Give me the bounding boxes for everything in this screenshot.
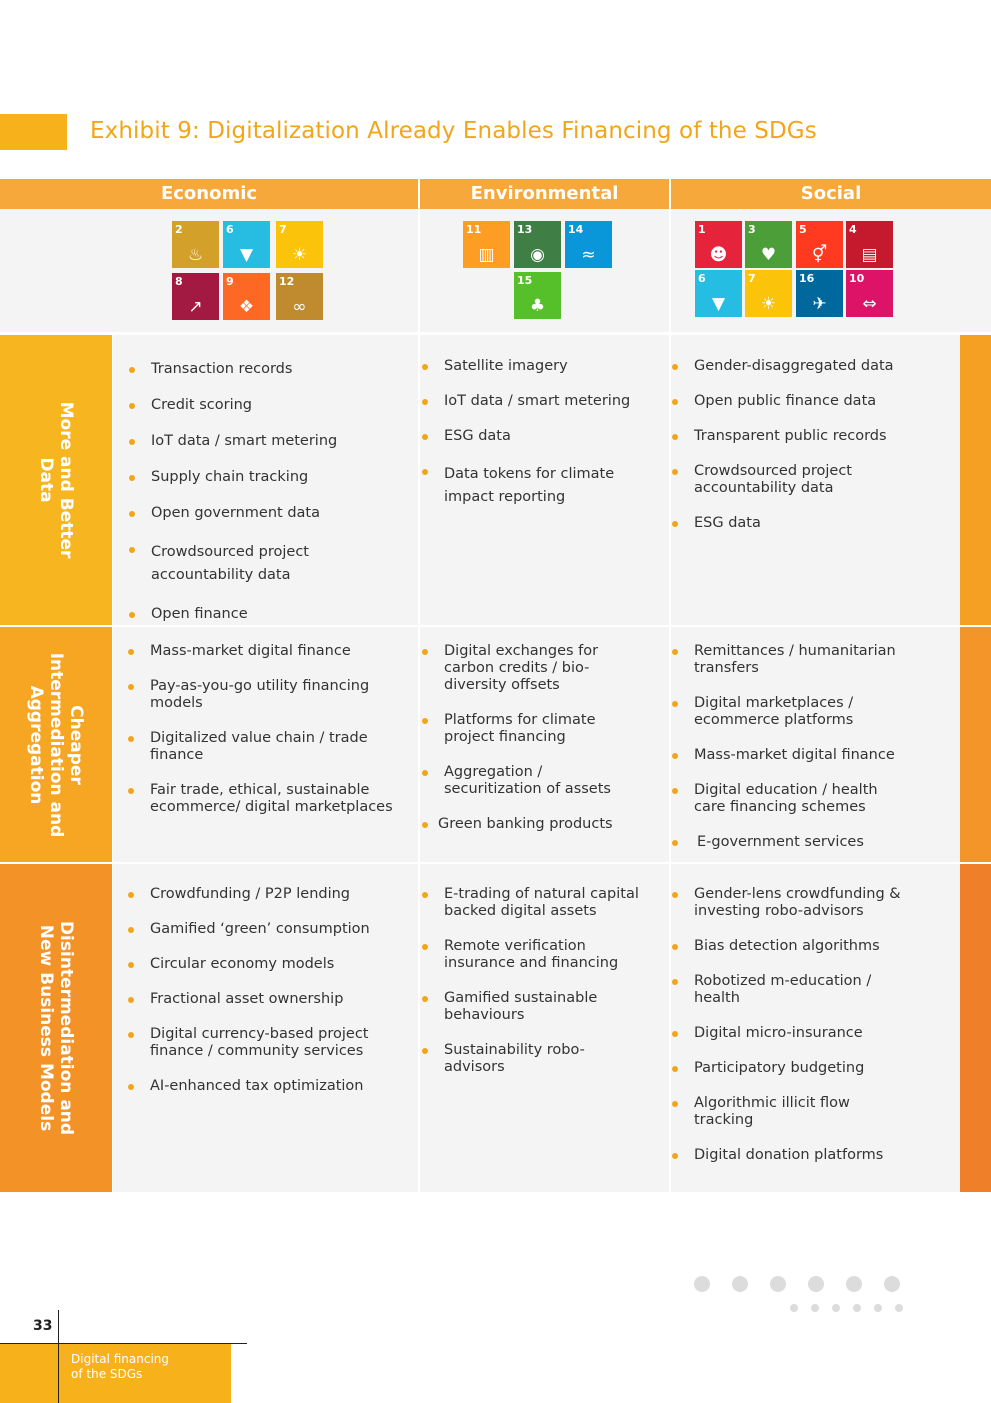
list-item: Digitalized value chain / trade finance — [128, 730, 395, 764]
footer-section-title: of the SDGs — [71, 1367, 143, 1381]
sdg-number: 11 — [466, 223, 482, 236]
cubes-icon: ❖ — [238, 297, 255, 317]
row-label-line: Data — [36, 457, 56, 503]
book-icon: ▤ — [861, 245, 878, 265]
list-item: E-trading of natural capital backed digital assets — [422, 886, 649, 920]
sdg-number: 2 — [175, 223, 183, 236]
list-item: Digital micro-insurance — [672, 1025, 952, 1042]
row-accent-strip — [960, 627, 991, 862]
list-item: IoT data / smart metering — [129, 433, 409, 450]
cell-data-economic — [113, 335, 418, 625]
sdg-number: 16 — [799, 272, 815, 285]
gender-icon: ⚥ — [811, 245, 828, 265]
sdg-number: 6 — [226, 223, 234, 236]
dot — [874, 1304, 882, 1312]
dove-icon: ✈ — [812, 294, 827, 314]
cell-intermediation-economic — [113, 627, 418, 862]
list-item: Sustainability robo-advisors — [422, 1042, 614, 1076]
header-environmental: Environmental — [420, 179, 669, 209]
list-item: Fractional asset ownership — [128, 991, 413, 1008]
buildings-icon: ▥ — [478, 245, 495, 265]
row-label-line: Intermediation and — [46, 652, 66, 837]
row-accent-strip — [960, 335, 991, 625]
decorative-dots-small — [790, 1304, 903, 1312]
water-glass-icon: ▼ — [711, 294, 726, 314]
sdg-number: 3 — [748, 223, 756, 236]
sdg-number: 12 — [279, 275, 295, 288]
dot — [853, 1304, 861, 1312]
dot — [808, 1276, 824, 1292]
row-label-line: Aggregation — [26, 685, 46, 804]
list-item: ESG data — [422, 428, 662, 445]
cell-business-models-social — [671, 864, 960, 1192]
page-number: 33 — [33, 1318, 53, 1334]
list-item: Gamified sustainable behaviours — [422, 990, 629, 1024]
sdg-number: 10 — [849, 272, 865, 285]
list-item: Crowdsourced project accountability data — [129, 541, 351, 587]
list-item: Open public finance data — [672, 393, 952, 410]
sdg-tile — [172, 221, 219, 268]
sdg-number: 14 — [568, 223, 584, 236]
list-item: Participatory budgeting — [672, 1060, 952, 1077]
fish-icon: ≈ — [581, 245, 596, 265]
row-label-line: New Business Models — [36, 924, 56, 1132]
family-icon: ☻ — [709, 245, 728, 265]
footer-divider — [58, 1310, 59, 1403]
list-item: Digital donation platforms — [672, 1147, 952, 1164]
list-item: Bias detection algorithms — [672, 938, 952, 955]
sdg-icons-economic — [0, 209, 418, 332]
list-item: Digital currency-based project finance / community services — [128, 1026, 400, 1060]
list-item: Open government data — [129, 505, 409, 522]
sdg-tile — [695, 270, 742, 317]
sdg-tile — [695, 221, 742, 268]
list-item: Crowdsourced project accountability data — [672, 463, 889, 497]
equality-icon: ⇔ — [862, 294, 877, 314]
sdg-tile — [796, 221, 843, 268]
heartbeat-icon: ♥ — [760, 245, 777, 265]
sdg-tile — [846, 270, 893, 317]
list-item: Remote verification insurance and financing — [422, 938, 649, 972]
sdg-tile — [846, 221, 893, 268]
sdg-number: 9 — [226, 275, 234, 288]
sdg-tile — [745, 270, 792, 317]
sdg-number: 4 — [849, 223, 857, 236]
footer-section-box — [59, 1344, 231, 1403]
sdg-icons-social — [671, 209, 991, 332]
sdg-tile — [514, 221, 561, 268]
footer-accent — [0, 1344, 58, 1403]
sdg-number: 8 — [175, 275, 183, 288]
sdg-number: 1 — [698, 223, 706, 236]
list-item: Mass-market digital finance — [128, 643, 413, 660]
dot — [694, 1276, 710, 1292]
sdg-tile — [223, 273, 270, 320]
sdg-tile — [745, 221, 792, 268]
infinity-icon: ∞ — [292, 297, 307, 317]
dot — [732, 1276, 748, 1292]
sdg-tile — [463, 221, 510, 268]
row-label-line: Cheaper — [66, 704, 86, 785]
list-item: Mass-market digital finance — [672, 747, 952, 764]
footer-rule — [0, 1343, 247, 1344]
list-item: IoT data / smart metering — [422, 393, 662, 410]
list-item: Supply chain tracking — [129, 469, 409, 486]
list-item: AI-enhanced tax optimization — [128, 1078, 413, 1095]
cell-business-models-economic — [113, 864, 418, 1192]
dot — [790, 1304, 798, 1312]
sdg-number: 7 — [279, 223, 287, 236]
footer-section-title: Digital financing — [71, 1352, 170, 1366]
dot — [770, 1276, 786, 1292]
list-item: Gender-disaggregated data — [672, 358, 952, 375]
list-item: Fair trade, ethical, sustainable ecommerce/ digital marketplaces — [128, 782, 395, 816]
sdg-number: 5 — [799, 223, 807, 236]
sdg-icons-environmental — [420, 209, 669, 332]
row-label-line: Disintermediation and — [56, 920, 76, 1136]
sdg-tile — [565, 221, 612, 268]
exhibit-title: Exhibit 9: Digitalization Already Enables Financing of the SDGs — [90, 118, 817, 144]
list-item: Credit scoring — [129, 397, 409, 414]
list-item: ESG data — [672, 515, 952, 532]
list-item: Gender-lens crowdfunding & investing robo-advisors — [672, 886, 909, 920]
cell-business-models-environmental — [420, 864, 669, 1192]
row-label-line: More and Better — [56, 401, 76, 559]
header-economic: Economic — [0, 179, 418, 209]
dot — [846, 1276, 862, 1292]
list-item: Remittances / humanitarian transfers — [672, 643, 909, 677]
list-item: Circular economy models — [128, 956, 413, 973]
list-item: Green banking products — [422, 816, 662, 833]
sdg-number: 6 — [698, 272, 706, 285]
list-item: Aggregation / securitization of assets — [422, 764, 634, 798]
sdg-number: 15 — [517, 274, 533, 287]
list-item: Digital education / health care financing schemes — [672, 782, 889, 816]
list-item: Satellite imagery — [422, 358, 662, 375]
list-item: Data tokens for climate impact reporting — [422, 463, 644, 509]
dot — [895, 1304, 903, 1312]
list-item: E-government services — [672, 834, 952, 851]
sun-icon: ☀ — [760, 294, 777, 314]
list-item: Pay-as-you-go utility financing models — [128, 678, 395, 712]
eye-globe-icon: ◉ — [530, 245, 545, 265]
row-accent-strip — [960, 864, 991, 1192]
row-label-disintermediation — [0, 864, 112, 1192]
header-social: Social — [671, 179, 991, 209]
sdg-tile — [223, 221, 270, 268]
list-item: Platforms for climate project financing — [422, 712, 629, 746]
sdg-tile — [172, 273, 219, 320]
title-accent-bar — [0, 114, 67, 150]
sdg-number: 7 — [748, 272, 756, 285]
cell-intermediation-environmental — [420, 627, 669, 862]
dot — [884, 1276, 900, 1292]
cell-intermediation-social — [671, 627, 960, 862]
row-label-more-better-data — [0, 335, 112, 625]
list-item: Digital marketplaces / ecommerce platforms — [672, 695, 874, 729]
list-item: Open finance — [129, 606, 409, 623]
sdg-tile — [276, 273, 323, 320]
sdg-tile — [276, 221, 323, 268]
list-item: Robotized m-education / health — [672, 973, 894, 1007]
sdg-tile — [514, 272, 561, 319]
cell-data-social — [671, 335, 960, 625]
bowl-icon: ♨ — [187, 245, 204, 265]
sun-icon: ☀ — [291, 245, 308, 265]
list-item: Transaction records — [129, 361, 409, 378]
growth-chart-icon: ↗ — [188, 297, 203, 317]
list-item: Transparent public records — [672, 428, 952, 445]
tree-icon: ♣ — [529, 296, 546, 316]
dot — [811, 1304, 819, 1312]
list-item: Algorithmic illicit flow tracking — [672, 1095, 879, 1129]
cell-data-environmental — [420, 335, 669, 625]
water-glass-icon: ▼ — [239, 245, 254, 265]
decorative-dots-large — [694, 1276, 900, 1292]
dot — [832, 1304, 840, 1312]
row-label-cheaper-intermediation — [0, 627, 112, 862]
sdg-number: 13 — [517, 223, 533, 236]
list-item: Crowdfunding / P2P lending — [128, 886, 413, 903]
sdg-tile — [796, 270, 843, 317]
list-item: Gamified ‘green’ consumption — [128, 921, 413, 938]
list-item: Digital exchanges for carbon credits / bio-diversity offsets — [422, 643, 629, 694]
